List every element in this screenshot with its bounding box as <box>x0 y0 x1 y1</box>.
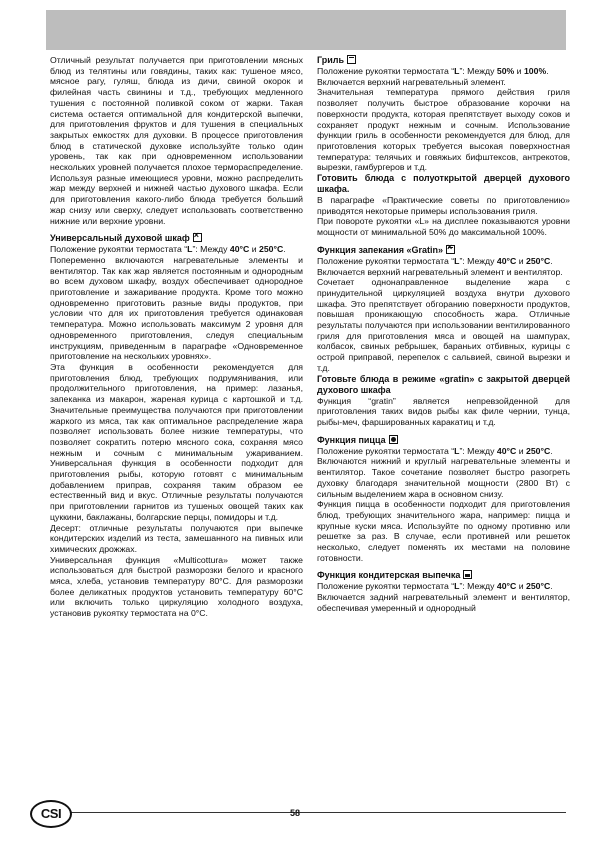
pastry-thermostat-line: Положение рукоятки термостата “L”: Между 40°C и 250°C. <box>317 581 553 592</box>
gratin-paragraph-1: Включается верхний нагревательный элемент и вентилятор. <box>317 266 563 277</box>
page-number: 58 <box>289 808 300 818</box>
pastry-heading: Функция кондитерская выпечка <box>317 570 570 581</box>
grill-paragraph-4: При повороте рукоятки «L» на дисплее показываются уровни мощности от минимальной 50% до максимальной 100%. <box>317 216 570 238</box>
pastry-icon <box>463 570 472 579</box>
grill-paragraph-3: В параграфе «Практические советы по приготовлению» приводятся некоторые примеры использования гриля. <box>317 195 570 216</box>
grill-paragraph-1: Включается верхний нагревательный элемент. <box>317 76 506 87</box>
gratin-bold-note: Готовьте блюда в режиме «gratin» с закрытой дверцей духового шкафа <box>317 373 570 395</box>
gratin-paragraph-3: Функция “gratin” является непревзойденной для приготовления таких видов рыбы как филе чернии, тунца, рыбы-меч, фаршированных каракатиц и т.д. <box>317 395 570 427</box>
dessert-paragraph: Десерт: отличные результаты получаются при выпечке кондитерских изделий из теста, замешанного на пивных или химических дрожжах. <box>50 522 303 554</box>
grill-thermostat-line: Положение рукоятки термостата “L”: Между 50% и 100%. <box>317 66 549 76</box>
universal-oven-heading: Универсальный духовой шкаф× <box>50 233 303 244</box>
pizza-heading: Функция пицца <box>317 435 570 446</box>
right-column <box>317 55 570 614</box>
pizza-paragraph-1: Включаются нижний и круглый нагревательные элементы и вентилятор. Такое сочетание позволяет быстро разогреть духовку благодаря значительной мощности (2800 Вт) с сильным выделением жара в основном снизу. <box>317 456 570 499</box>
universal-paragraph-1: Попеременно включаются нагревательные элементы и вентилятор. Так как жар является постоянным и однородным во всем духовом шкафу, воздух обеспечивает однородное приготовление и зажаривание продукта. Кроме того можно одновременно приготовить разные виды продуктов, при условии что для их приготовления требуется одинаковая температура. Можно использовать максимум 2 уровня для одновременного приготовления, следуя специальным инструкциям, приведенным в параграфе «Одновременное приготовление на нескольких уровнях». <box>50 254 303 362</box>
pastry-paragraph-1: Включается задний нагревательный элемент и вентилятор, обеспечивая умеренный и однородный <box>317 592 570 613</box>
pizza-icon <box>389 435 398 444</box>
universal-paragraph-2: Эта функция в особенности рекомендуется для приготовления блюд, требующих подрумянивания, или продолжительного приготовления, на пример: лазанья, запеканка из макарон, жареная курица с картошкой и т.д. Значительные преимущества получаются при приготовлении жаркого из мяса, так как оптимальное распределение жара позволяет использовать более низкие температуры, что позволяет сократить потерю мясного сока, сохраняя мясо нежным и сочным с минимальным ужариванием. Универсальная функция в особенности подходит для приготовления рыбы, которую готовят с минимальным добавлением приправ, сохраняя таким образом ее естественный вид и вкус. Отличные результаты получаются при приготовлении гарнитов из тушеных овощей таких как цуккини, баклажаны, болгарские перцы, помидоры и т.д. <box>50 361 303 522</box>
csi-logo: CSI <box>30 800 72 828</box>
intro-paragraph: Отличный результат получается при приготовлении мясных блюд из телятины или говядины, таких как: тушеное мясо, мясное рагу, гуляш, блюда из дичи, свиной окорок и филейная часть свинины и т.д., требующих медленного тушения с постоянной поливкой соком от жарки. Такая система остается оптимальной для кондитерской выпечки, для приготовления фруктов и для тушения в специальных закрытых емкостях для духовки. В процессе приготовления блюд в статической духовке используйте только один уровень, так как при одновременном использовании нескольких уровней получается плохое терморaспределение. Используя разные имеющиеся уровни, можно распределить жар между верхней и нижней частью духового шкафа. Если для приготовления какого-либо блюда требуется больший жар снизу или сверху, следует использовать соответственно нижние или верхние уровни. <box>50 55 303 226</box>
gratin-icon <box>446 245 455 254</box>
pizza-paragraph-2: Функция пицца в особенности подходит для приготовления блюд, требующих значительного жара, например: пицца и крупные куски мяса. Используйте по одному противню или решетке за раз. В случае, если противней или решеток несколько, следует поменять их местами на половине готовности. <box>317 499 570 563</box>
grill-icon <box>347 55 356 64</box>
grill-bold-note: Готовить блюда с полуоткрытой дверцей духового шкафа. <box>317 173 570 195</box>
grill-paragraph-2: Значительная температура прямого действия гриля позволяет получить быстрое образование корочки на поверхности продукта, которая препятствует выходу соков и сохраняет продукт нежным и сочным. Использование функции гриль в особенности рекомендуется для блюд, для приготовления которых требуется высокая поверхностная температура: телячьих и говяжьих бифштексов, антрекотов, вырезки, гамбургеров и т.д. <box>317 87 570 173</box>
gratin-thermostat-line: Положение рукоятки термостата “L”: Между 40°C и 250°C. <box>317 255 553 266</box>
universal-thermostat-line: Положение рукоятки термостата “L”: Между 40°C и 250°C. <box>50 244 286 255</box>
multicottura-paragraph: Универсальная функция «Multicottura» может также использоваться для быстрой разморозки белого и красного мяса, хлеба, установив температуру 80°C. Для разморозки более деликатных продуктов установить температуру 60°C или включить только циркуляцию холодного воздуха, установив рукоятку термостата на 0°C. <box>50 554 303 619</box>
left-column <box>50 55 303 619</box>
gratin-paragraph-2: Сочетает однонаправленное выделение жара с принудительной циркуляцией воздуха внутри духового шкафа. Это препятствует обгоранию поверхности продуктов, повышая проникающую способность жара. Отличные результаты получаются при использовании вентилированного гриля для приготовления мяса и овощей на шампурах, колбасок, свиных ребрышек, бараньих отбивных, курицы с острой приправой, перепелок с сальвией, свиной вырезки и т.д. <box>317 277 570 373</box>
fan-oven-icon <box>193 233 202 242</box>
gratin-heading: Функция запекания «Gratin»× <box>317 245 570 256</box>
grill-heading: Гриль <box>317 55 570 66</box>
header-bar <box>46 10 566 50</box>
pizza-thermostat-line: Положение рукоятки термостата “L”: Между 40°C и 250°C. <box>317 445 553 456</box>
